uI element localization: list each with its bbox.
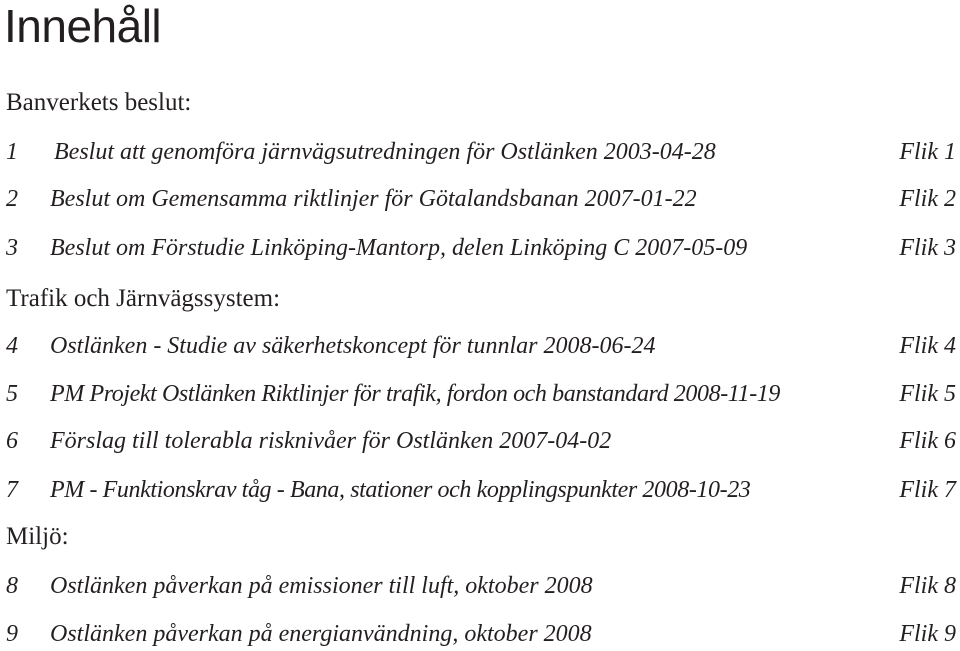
toc-row	[0, 378, 960, 410]
toc-row-tab: Flik 3	[899, 235, 956, 261]
toc-row	[0, 474, 960, 506]
toc-row-tab: Flik 8	[899, 573, 956, 599]
toc-row-tab: Flik 6	[899, 428, 956, 454]
section-heading-banverkets-beslut: Banverkets beslut:	[6, 89, 192, 116]
toc-row-number: 7	[6, 477, 18, 503]
toc-row	[0, 183, 960, 215]
page-title: Innehåll	[4, 0, 162, 52]
toc-row-number: 3	[6, 235, 18, 261]
toc-row-title: Beslut om Förstudie Linköping-Mantorp, delen Linköping C 2007-05-09	[50, 235, 748, 261]
toc-row-tab: Flik 2	[899, 186, 956, 212]
toc-row-tab: Flik 4	[899, 333, 956, 359]
toc-row-title: Ostlänken - Studie av säkerhetskoncept för tunnlar 2008-06-24	[50, 333, 656, 359]
toc-row-title: PM Projekt Ostlänken Riktlinjer för trafik, fordon och banstandard 2008-11-19	[50, 381, 780, 407]
section-heading-trafik: Trafik och Järnvägssystem:	[6, 285, 281, 312]
toc-row-title: Ostlänken påverkan på energianvändning, oktober 2008	[50, 621, 592, 647]
toc-row-number: 8	[6, 573, 18, 599]
toc-row-title: Förslag till tolerabla risknivåer för Ostlänken 2007-04-02	[50, 428, 612, 454]
toc-row	[0, 618, 960, 650]
toc-row-number: 5	[6, 381, 18, 407]
toc-row-number: 6	[6, 428, 18, 454]
toc-row-tab: Flik 9	[899, 621, 956, 647]
toc-row-tab: Flik 1	[899, 139, 956, 165]
toc-row	[0, 232, 960, 264]
toc-row-number: 1	[6, 139, 18, 165]
toc-row-title: Ostlänken påverkan på emissioner till luft, oktober 2008	[50, 573, 593, 599]
toc-row-tab: Flik 5	[899, 381, 956, 407]
toc-row	[0, 330, 960, 362]
toc-row-title: Beslut att genomföra järnvägsutredningen för Ostlänken 2003-04-28	[54, 139, 716, 165]
toc-row	[0, 570, 960, 602]
toc-row-tab: Flik 7	[899, 477, 956, 503]
toc-row	[0, 425, 960, 457]
toc-row-number: 2	[6, 186, 18, 212]
toc-row-number: 9	[6, 621, 18, 647]
toc-row-number: 4	[6, 333, 18, 359]
section-heading-miljo: Miljö:	[6, 523, 69, 550]
toc-row	[0, 136, 960, 168]
toc-row-title: Beslut om Gemensamma riktlinjer för Götalandsbanan 2007-01-22	[50, 186, 697, 212]
toc-row-title: PM - Funktionskrav tåg - Bana, stationer och kopplingspunkter 2008-10-23	[50, 477, 751, 503]
